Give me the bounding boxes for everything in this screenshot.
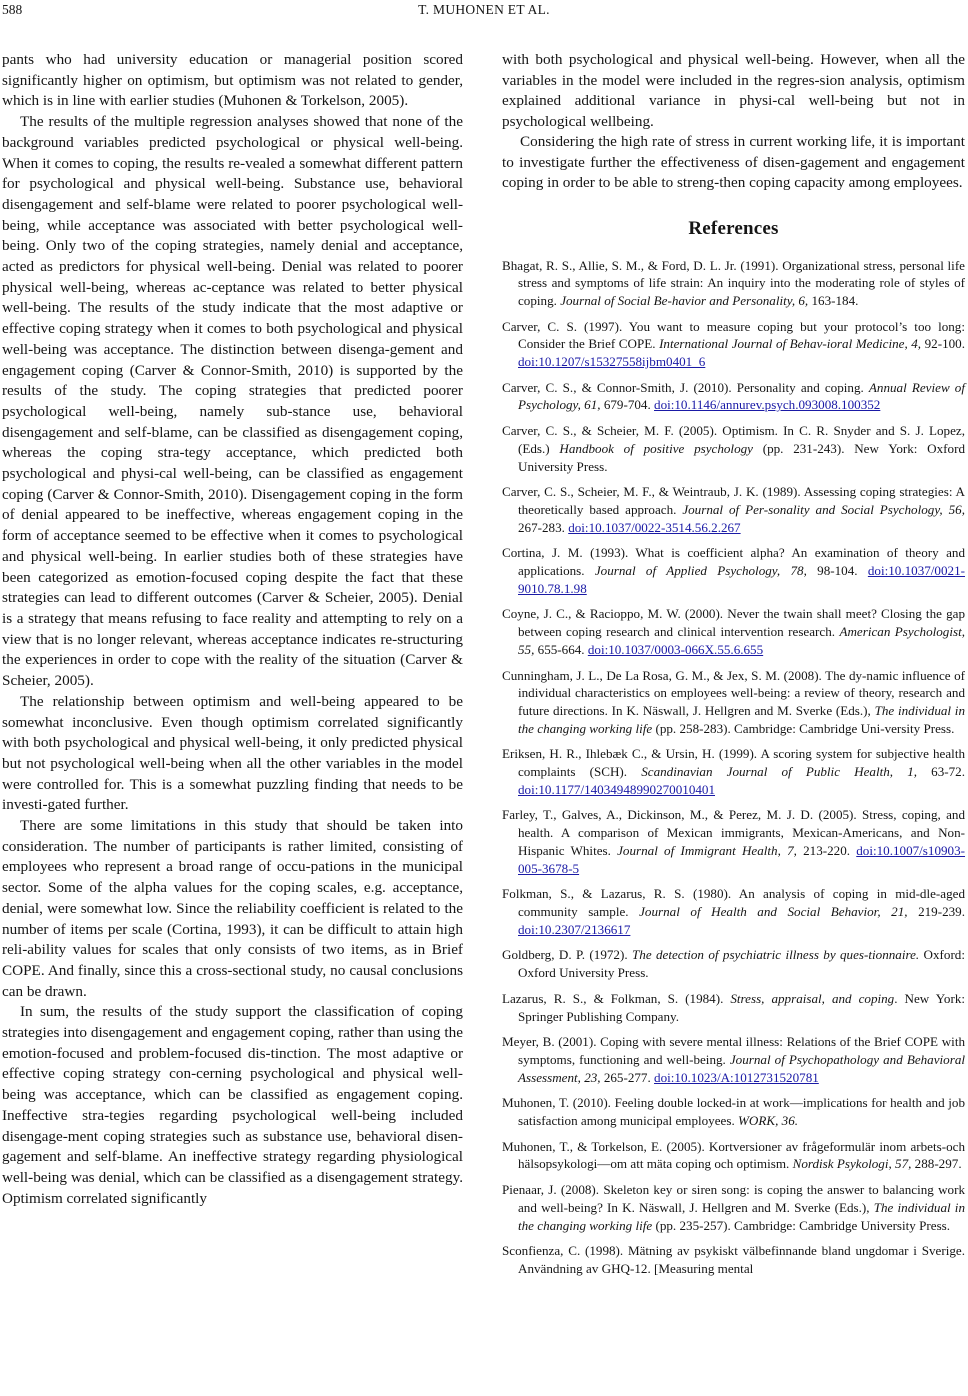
running-head: [0, 2, 968, 22]
reference-source: Journal of Social Be-havior and Personality, 6,: [560, 292, 809, 308]
reference-text: 267-283.: [518, 519, 569, 535]
body-paragraph: In sum, the results of the study support the classification of coping strategies into disengagement and engagement coping, rather than using the emotion-focused and problem-focused dis-tinction. The most adaptive or effective coping strategy con-cerning psychological and physical well-being was acceptance, which can be classified as engagement coping. Ineffective stra-tegies regarding psychological well-being included disengage-ment coping strategies such as substance use, behavioral disen-gagement and self-blame. An ineffective strategy regarding physiological well-being was denial, which can be classified as a disengagement strategy. Optimism correlated significantly: [2, 1003, 463, 1207]
reference-text: 92-100.: [921, 336, 965, 352]
doi-link[interactable]: doi:10.1037/0021-9010.78.1.98: [518, 563, 965, 596]
reference-text: 63-72.: [917, 764, 965, 780]
reference-text: 98-104.: [806, 563, 868, 579]
reference-entry: [502, 806, 965, 877]
reference-text: Muhonen, T., & Torkelson, E. (2005). Kortversioner av frågeformulär inom arbets-och hälsopsykologi―om att mäta coping och optimism.: [502, 1138, 965, 1172]
reference-text: 265-277.: [600, 1069, 655, 1085]
doi-link[interactable]: doi:10.1037/0022-3514.56.2.267: [568, 519, 741, 535]
references-heading: References: [688, 217, 779, 239]
reference-entry: [502, 379, 965, 414]
reference-entry: [502, 544, 965, 597]
doi-link[interactable]: doi:10.1177/14034948990270010401: [518, 781, 716, 797]
reference-entry: [502, 1242, 965, 1277]
reference-text: 679-704.: [600, 397, 655, 413]
reference-text: Lazarus, R. S., & Folkman, S. (1984).: [502, 990, 731, 1006]
reference-source: Journal of Health and Social Behavior, 21,: [639, 904, 908, 919]
reference-entry: [502, 318, 965, 371]
body-paragraph: with both psychological and physical well-being. However, when all the variables in the model were included in the regres-sion analysis, optimism explained additional variance in physi-cal well-being but not in psychological wellbeing.: [502, 51, 965, 130]
reference-source: Annual Review of Psychology, 61,: [518, 379, 965, 413]
reference-entry: [502, 946, 965, 981]
reference-source: International Journal of Behav-ioral Medicine, 4,: [659, 336, 922, 352]
reference-text: Meyer, B. (2001). Coping with severe mental illness: Relations of the Brief COPE with symptoms, functioning and well-being.: [502, 1034, 965, 1067]
left-column: [2, 50, 463, 1209]
doi-link[interactable]: doi:10.1023/A:1012731520781: [654, 1069, 819, 1085]
reference-source: WORK, 36.: [738, 1113, 799, 1129]
reference-text: (pp. 231-243). New York: Oxford University Press.: [518, 440, 965, 474]
reference-text: Eriksen, H. R., Ihlebæk C., & Ursin, H. (1999). A scoring system for subjective health complaints (SCH).: [502, 746, 965, 780]
reference-list: [502, 257, 965, 1278]
reference-text: (pp. 258-283). Cambridge: Cambridge Uni-versity Press.: [652, 720, 955, 736]
reference-text: 219-239.: [907, 904, 965, 919]
body-paragraph: pants who had university education or managerial position scored significantly higher on optimism, but optimism was not related to gender, which is in line with earlier studies (Muhonen & Torkelson, 2005).: [2, 51, 463, 110]
reference-entry: [502, 257, 965, 310]
doi-link[interactable]: doi:10.1146/annurev.psych.093008.100352: [654, 397, 881, 413]
reference-source: The individual in the changing working life: [518, 1199, 965, 1233]
reference-source: The individual in the changing working life: [518, 702, 965, 736]
reference-source: The detection of psychiatric illness by ques-tionnaire.: [631, 947, 920, 963]
reference-text: Pienaar, J. (2008). Skeleton key or siren song: is coping the answer to balancing work and well-being? In K. Näswall, J. Hellgren and M. Sverke (Eds.),: [502, 1182, 965, 1215]
reference-text: Muhonen, T. (2010). Feeling double locked-in at work―implications for health and job satisfaction among municipal employees.: [502, 1095, 965, 1129]
reference-entry: [502, 667, 965, 738]
reference-source: Stress, appraisal, and coping: [730, 990, 895, 1006]
reference-entry: [502, 605, 965, 658]
doi-link[interactable]: doi:10.1007/s10903-005-3678-5: [518, 842, 966, 876]
reference-text: Sconfienza, C. (1998). Mätning av psykiskt välbefinnande bland ungdomar i Sverige. Användning av GHQ-12. [Measuring mental: [502, 1243, 965, 1276]
reference-entry: [502, 422, 965, 475]
reference-text: Oxford: Oxford University Press.: [518, 947, 965, 981]
reference-entry: [502, 885, 965, 938]
running-head-authors: T. MUHONEN ET AL.: [418, 2, 550, 17]
body-paragraph: The relationship between optimism and well-being appeared to be somewhat inconclusive. Even though optimism correlated significantly with both psychological and physical well-being, it only predicted physical but not psychological well-being when all the other variables in the model were controlled for. This is a somewhat puzzling finding that needs to be investi-gated further.: [2, 692, 463, 814]
reference-text: Coyne, J. C., & Racioppo, M. W. (2000). Never the twain shall meet? Closing the gap between coping research and clinical intervention research.: [502, 606, 965, 640]
reference-source: Handbook of positive psychology: [559, 440, 753, 456]
reference-source: Journal of Psychopathology and Behavioral Assessment, 23,: [518, 1051, 966, 1085]
reference-source: Journal of Applied Psychology, 78,: [594, 563, 807, 579]
reference-text: Carver, C. S., & Scheier, M. F. (2005). Optimism. In C. R. Snyder and S. J. Lopez, (Eds.): [502, 423, 965, 456]
reference-text: Farley, T., Galves, A., Dickinson, M., & Perez, M. J. D. (2005). Stress, coping, and health. A comparison of Mexican immigrants, Mexican-Americans, and Non-Hispanic Whites.: [502, 807, 965, 858]
reference-source: Journal of Immigrant Health, 7,: [617, 842, 797, 858]
reference-text: . New York: Springer Publishing Company.: [518, 990, 965, 1024]
reference-entry: [502, 1181, 965, 1234]
reference-text: 163-184.: [808, 292, 859, 308]
reference-text: Carver, C. S., Scheier, M. F., & Weintraub, J. K. (1989). Assessing coping strategies: A theoretically based approach.: [502, 484, 965, 517]
reference-entry: [502, 1138, 965, 1173]
reference-text: Carver, C. S. (1997). You want to measure coping but your protocol’s too long: Consider the Brief COPE.: [502, 318, 965, 352]
reference-source: American Psychologist, 55,: [518, 624, 965, 657]
reference-text: (pp. 235-257). Cambridge: Cambridge University Press.: [652, 1217, 951, 1233]
reference-source: Scandinavian Journal of Public Health, 1,: [641, 764, 918, 780]
reference-source: Journal of Per-sonality and Social Psychology, 56,: [682, 501, 965, 517]
body-paragraph: There are some limitations in this study that should be taken into consideration. The number of participants is rather limited, consisting of employees who represent a broad range of occu-pations in the municipal sector. Some of the alpha values for the coping scales, e.g. acceptance, denial, were somewhat low. Since the reliability coefficient is related to the number of items per scale (Cortina, 1993), it can be difficult to attain high reli-ability values for scales that only consists of two items, as in Brief COPE. And finally, since this a cross-sectional study, no causal conclusions can be drawn.: [2, 817, 463, 1000]
reference-entry: [502, 1094, 965, 1129]
reference-source: Nordisk Psykologi, 57,: [792, 1156, 912, 1172]
doi-link[interactable]: doi:10.2307/2136617: [518, 921, 631, 937]
reference-text: Cunningham, J. L., De La Rosa, G. M., & Jex, S. M. (2008). The dy-namic influence of individual characteristics on employees well-being: a review of theory, research and future directions. In K. Näswall, J. Hellgren and M. Sverke (Eds.),: [502, 667, 965, 718]
reference-text: Goldberg, D. P. (1972).: [502, 947, 632, 963]
reference-entry: [502, 1033, 965, 1086]
reference-text: 288-297.: [911, 1156, 962, 1172]
reference-text: Bhagat, R. S., Allie, S. M., & Ford, D. L. Jr. (1991). Organizational stress, personal life stress and symptoms of life strain: An inquiry into the moderating role of styles of coping.: [502, 257, 965, 308]
body-paragraph: Considering the high rate of stress in current working life, it is important to investigate further the effectiveness of disen-gagement and engagement coping in order to be able to streng-then coping capacity among employees.: [502, 133, 965, 191]
body-paragraph: The results of the multiple regression analyses showed that none of the background variables predicted psychological or physical well-being. When it comes to coping, the results re-vealed a somewhat different pattern for psychological and physical well-being. Substance use, behavioral disengagement and self-blame were related to poorer psychological well-being, while acceptance was associated with better psychological well-being. Only two of the coping strategies, namely denial and acceptance, acted as predictors for physical well-being. Denial was related to poorer physical well-being, whereas ac-ceptance was related to better physical well-being. The results of the study indicate that the most adaptive or effective coping strategy when it comes to both psychological and physical well-being was acceptance. The distinction between disenga-gement and engagement coping (Carver & Connor-Smith, 2010) is supported by the results of the study. The coping strategies that predicted poorer psychological well-being, namely sub-stance use, behavioral disengagement and self-blame, can be classified as disengagement coping, whereas the coping stra-tegy acceptance, which predicted both psychological and physi-cal well-being, can be classified as engagement coping (Carver & Connor-Smith, 2010). Disengagement coping in the form of denial appeared to be ineffective, whereas engagement coping in the form of acceptance seemed to be effective when it comes to psychological and physical well-being. In earlier studies both of these strategies have been categorized as emotion-focused coping despite the fact that these strategies can lead to different outcomes (Carver & Scheier, 2005). Denial is a strategy that means refusing to face reality and attempting to rely on a view that is no longer relevant, whereas acceptance indicates re-structuring the experiences in order to cope with the reality of the situation (Carver & Scheier, 2005).: [2, 113, 463, 690]
doi-link[interactable]: doi:10.1207/s15327558ijbm0401_6: [518, 354, 706, 370]
reference-text: Cortina, J. M. (1993). What is coefficient alpha? An examination of theory and applications.: [502, 545, 965, 579]
reference-entry: [502, 990, 965, 1025]
reference-text: 213-220.: [796, 842, 857, 858]
doi-link[interactable]: doi:10.1037/0003-066X.55.6.655: [587, 641, 764, 657]
right-column: [502, 50, 965, 1286]
reference-text: 655-664.: [534, 641, 588, 657]
reference-entry: [502, 483, 965, 536]
reference-text: Carver, C. S., & Connor-Smith, J. (2010). Personality and coping.: [502, 379, 869, 395]
reference-entry: [502, 745, 965, 798]
page-number: 588: [2, 2, 23, 17]
reference-text: Folkman, S., & Lazarus, R. S. (1980). An analysis of coping in mid-dle-aged community sample.: [502, 886, 965, 919]
